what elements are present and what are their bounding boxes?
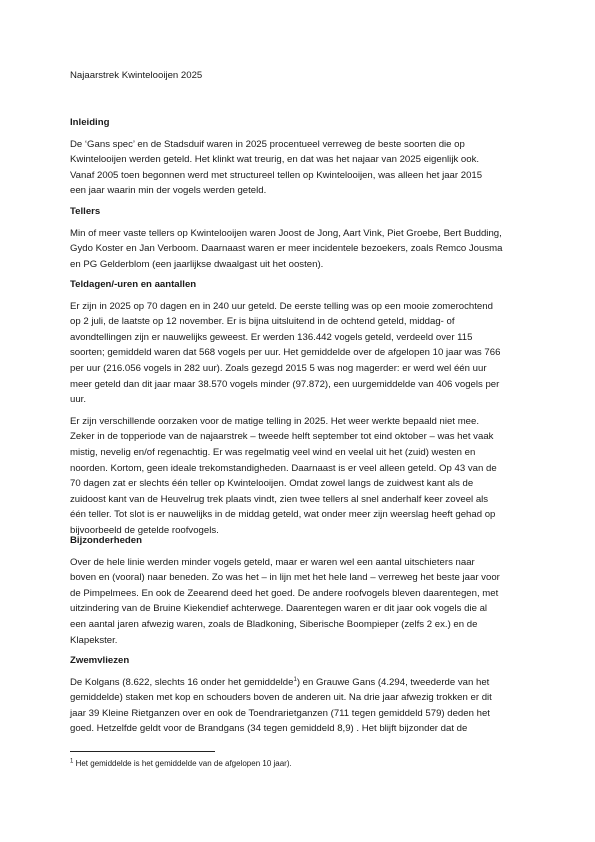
section-tellers bbox=[70, 204, 526, 272]
line-text: ) en Grauwe Gans (4.294, tweederde van het bbox=[296, 676, 490, 688]
paragraph-line bbox=[70, 675, 526, 691]
section-teldagen bbox=[70, 277, 526, 539]
paragraph-line: een jaar waarin min der vogels werden geteld. bbox=[70, 185, 267, 197]
footnote-text: Het gemiddelde is het gemiddelde van de afgelopen 10 jaar). bbox=[73, 759, 292, 768]
paragraph-line: bijvoorbeeld de getelde roofvogels. bbox=[70, 524, 219, 536]
section-inleiding bbox=[70, 115, 526, 199]
paragraph-line: zuidoost kant van de Heuvelrug trek plaats vindt, zien twee tellers al snel anderhalf keer zoveel als bbox=[70, 493, 489, 505]
paragraph-line: Vanaf 2005 toen begonnen werd met structureel tellen op Kwintelooijen, was alleen het jaar 2015 bbox=[70, 169, 483, 181]
paragraph-line: een aantal jaren afwezig waren, zoals de Bladkoning, Siberische Boompieper (zelfs 2 ex.) en de bbox=[70, 618, 478, 630]
footnote bbox=[70, 758, 292, 770]
paragraph-line: soorten; gemiddeld waren dat 568 vogels per uur. Het gemiddelde over de afgelopen 10 jaar was 766 bbox=[70, 347, 501, 359]
section-heading: Teldagen/-uren en aantallen bbox=[70, 279, 197, 290]
paragraph-line: jaar 39 Kleine Rietganzen over en ook de Toendrarietganzen (711 tegen gemiddeld 579) deden het bbox=[70, 707, 490, 719]
section-zwemvliezen bbox=[70, 653, 526, 737]
paragraph-line: mistig, nevelig en/of regenachtig. Er was regelmatig veel wind en veelal uit het (zuid) westen en bbox=[70, 446, 476, 458]
paragraph-line: meer geteld dan dit jaar maar 38.570 vogels minder (97.872), een uurgemiddelde van 406 vogels per bbox=[70, 378, 500, 390]
paragraph-line: op 2 juli, de laatste op 12 november. Er is bijna uitsluitend in de ochtend geteld, middag- of bbox=[70, 316, 455, 328]
paragraph-line: boven en (vooral) naar beneden. Zo was het – in lijn met het hele land – verreweg het beste jaar voor bbox=[70, 572, 500, 584]
section-heading: Tellers bbox=[70, 206, 101, 217]
paragraph-line: Zeker in de topperiode van de najaarstrek – tweede helft september tot eind oktober – was het vaak bbox=[70, 431, 494, 443]
paragraph-line: avondtellingen zijn er nauwelijks geweest. Er werden 136.442 vogels geteld, verdeeld over 115 bbox=[70, 331, 473, 343]
paragraph-line: Klapekster. bbox=[70, 634, 118, 646]
footnote-mark: 1 bbox=[70, 758, 74, 765]
paragraph-line: Er zijn in 2025 op 70 dagen en in 240 uur geteld. De eerste telling was op een mooie zomerochtend bbox=[70, 300, 493, 312]
paragraph-line: uitzindering van de Bruine Kiekendief achterwege. Daarentegen waren er dit jaar ook vogels die al bbox=[70, 603, 488, 615]
paragraph-line: Gydo Koster en Jan Verboom. Daarnaast waren er meer incidentele bezoekers, zoals Remco Jousma bbox=[70, 243, 503, 255]
section-heading: Zwemvliezen bbox=[70, 655, 130, 666]
paragraph-line: Min of meer vaste tellers op Kwintelooijen waren Joost de Jong, Aart Vink, Piet Groebe, Bert Budding, bbox=[70, 227, 502, 239]
footnote-separator bbox=[70, 751, 215, 752]
section-heading: Bijzonderheden bbox=[70, 535, 142, 546]
line-text: De Kolgans (8.622, slechts 16 onder het gemiddelde bbox=[70, 676, 294, 688]
section-bijzonderheden bbox=[70, 533, 526, 648]
paragraph-line: goed. Hetzelfde geldt voor de Brandgans (34 tegen gemiddeld 8,9) . Het blijft bijzonder dat de bbox=[70, 723, 468, 735]
paragraph-line: Er zijn verschillende oorzaken voor de matige telling in 2025. Het weer werkte bepaald niet mee. bbox=[70, 415, 480, 427]
section-heading: Inleiding bbox=[70, 117, 110, 128]
paragraph-line: de Pimpelmees. En ook de Zeearend deed het goed. De andere roofvogels bleven daarentegen, met bbox=[70, 587, 499, 599]
paragraph-line: en PG Gelderblom (een jaarlijkse dwaalgast uit het oosten). bbox=[70, 258, 324, 270]
paragraph-line: uur. bbox=[70, 394, 87, 406]
footnote-reference[interactable]: 1 bbox=[293, 676, 297, 683]
paragraph-line: Over de hele linie werden minder vogels geteld, maar er waren wel een aantal uitschieters naar bbox=[70, 556, 475, 568]
paragraph-line: Kwintelooijen werden geteld. Het klinkt wat treurig, en dat was het najaar van 2025 eigenlijk ook. bbox=[70, 154, 480, 166]
paragraph-line: één teller. Tot slot is er nauwelijks in de middag geteld, wat onder meer zijn weerslag heeft gehad op bbox=[70, 509, 496, 521]
paragraph-line: gemiddelde) staken met kop en schouders boven de anderen uit. Na drie jaar afwezig trokken er dit bbox=[70, 692, 492, 704]
paragraph-line: 70 dagen zat er slechts één teller op Kwintelooijen. Omdat zowel langs de zuidwest kant als de bbox=[70, 478, 474, 490]
document-title: Najaarstrek Kwintelooijen 2025 bbox=[70, 70, 203, 81]
paragraph-line: noorden. Kortom, geen ideale trekomstandigheden. Daarnaast is er veel alleen geteld. Op 43 van de bbox=[70, 462, 497, 474]
paragraph-line: De ‘Gans spec’ en de Stadsduif waren in 2025 procentueel verreweg de beste soorten die op bbox=[70, 138, 465, 150]
paragraph-line: per uur (216.056 vogels in 282 uur). Zoals gezegd 2015 5 was nog magerder: er werd wel één uur bbox=[70, 362, 487, 374]
